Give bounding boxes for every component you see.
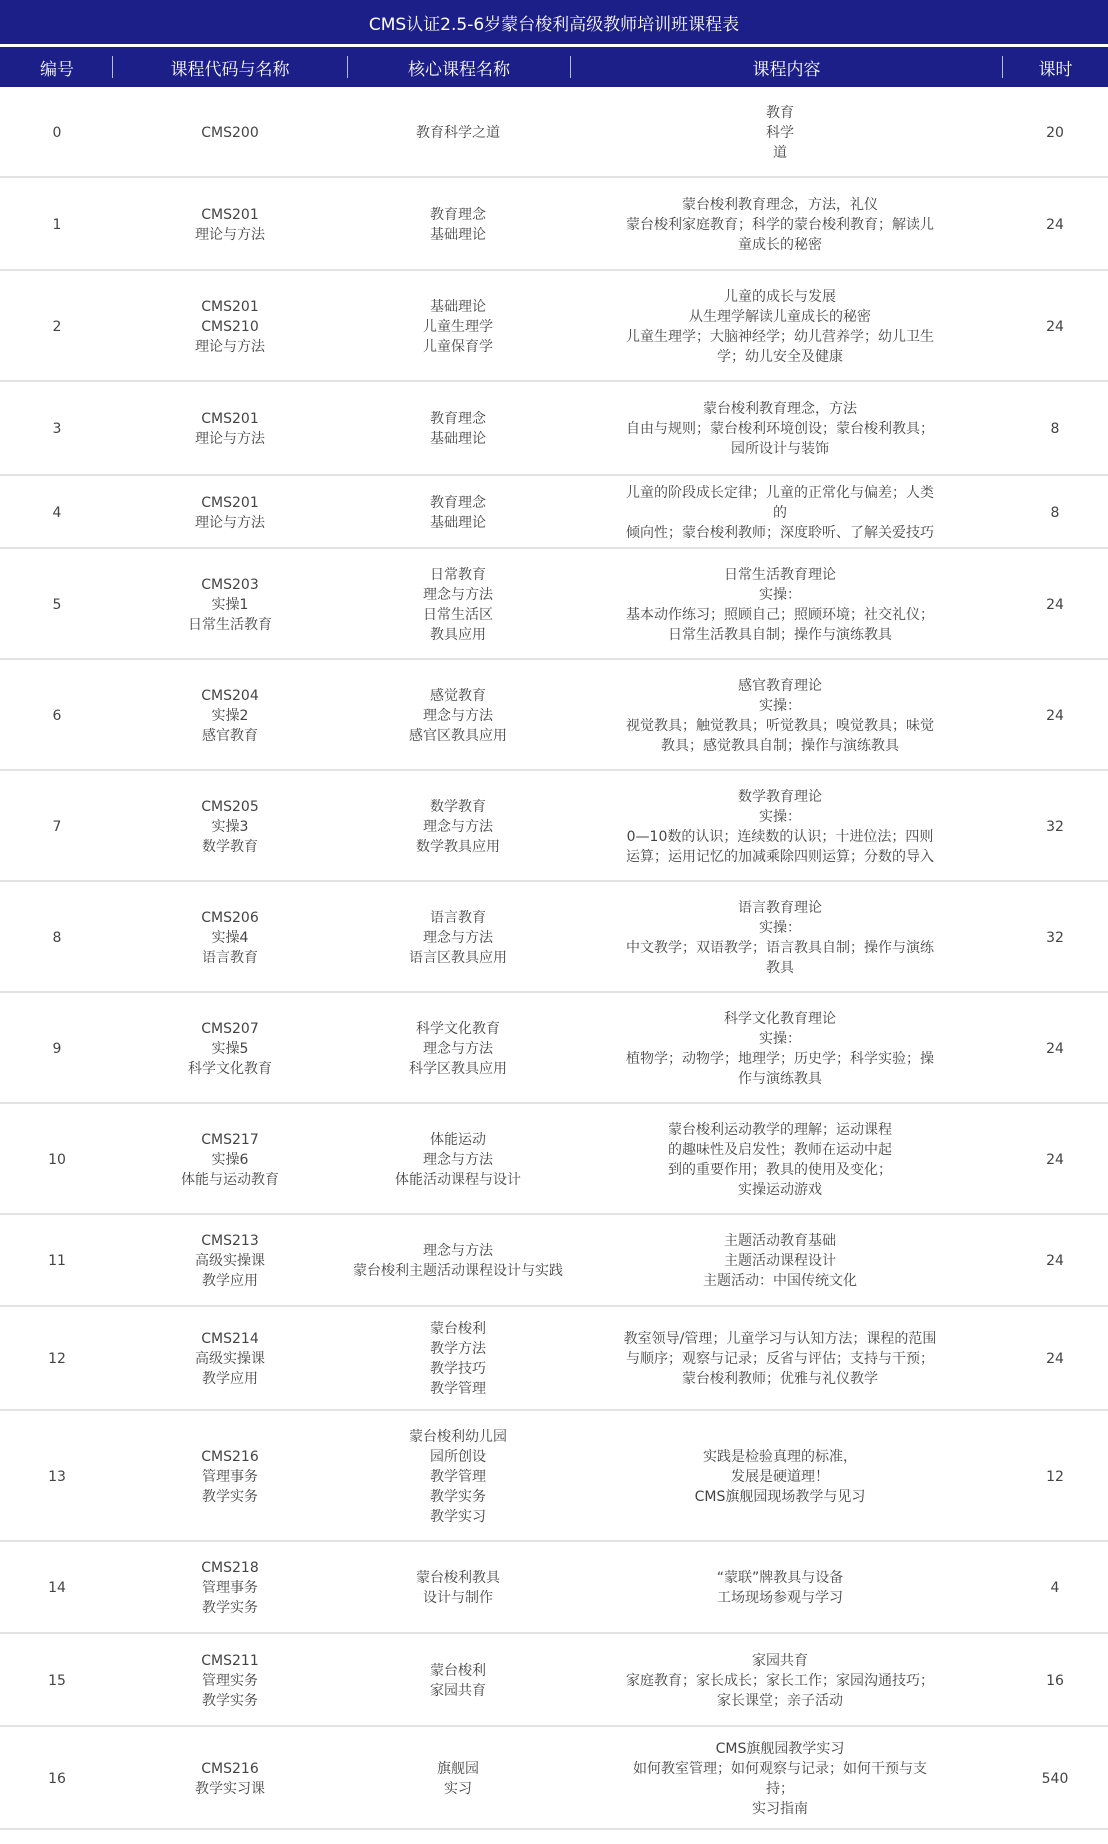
cell-code: CMS206 实操4 语言教育	[201, 909, 259, 966]
cell-hours: 8	[1050, 504, 1060, 521]
cell-content: 教室领导/管理；儿童学习与认知方法；课程的范围 与顺序；观察与记录；反省与评估；支持与干预； 蒙台梭利教师；优雅与礼仪教学	[623, 1331, 937, 1387]
cell-hours: 24	[1046, 707, 1064, 724]
cell-no: 10	[48, 1151, 66, 1168]
cell-no: 13	[48, 1468, 66, 1485]
cell-code: CMS211 管理实务 教学实务	[201, 1652, 259, 1709]
cell-content: 蒙台梭利教育理念，方法 自由与规则；蒙台梭利环境创设；蒙台梭利教具； 园所设计与装饰	[626, 401, 934, 457]
cell-core: 教育理念 基础理论	[430, 494, 486, 531]
cell-code: CMS201 理论与方法	[195, 206, 265, 243]
cell-hours: 24	[1046, 596, 1064, 613]
cell-code: CMS200	[201, 124, 259, 141]
cell-core: 感觉教育 理念与方法 感官区教具应用	[409, 687, 507, 744]
table-row	[0, 993, 1108, 1104]
table-row	[0, 1634, 1108, 1727]
cell-hours: 8	[1050, 421, 1060, 437]
table-row	[0, 771, 1108, 882]
header-core: 核心课程名称	[408, 59, 510, 80]
cell-no: 7	[52, 818, 62, 835]
cell-content: 感官教育理论 实操： 视觉教具；触觉教具；听觉教具；嗅觉教具；味觉 教具；感觉教具自制；操作与演练教具	[626, 677, 934, 754]
cell-core: 理念与方法 蒙台梭利主题活动课程设计与实践	[353, 1243, 563, 1279]
cell-code: CMS218 管理事务 教学实务	[201, 1560, 259, 1616]
cell-code: CMS217 实操6 体能与运动教育	[181, 1131, 279, 1188]
cell-code: CMS213 高级实操课 教学应用	[195, 1233, 265, 1289]
cell-core: 蒙台梭利幼儿园 园所创设 教学管理 教学实务 教学实习	[409, 1428, 507, 1525]
table-row	[0, 178, 1108, 271]
cell-hours: 24	[1046, 1253, 1064, 1269]
cell-content: 家园共育 家庭教育；家长成长；家长工作；家园沟通技巧； 家长课堂；亲子活动	[626, 1652, 934, 1709]
cell-core: 基础理论 儿童生理学 儿童保育学	[423, 298, 493, 355]
cell-code: CMS205 实操3 数学教育	[201, 798, 259, 855]
cell-hours: 24	[1046, 216, 1064, 233]
cell-code: CMS216 教学实习课	[195, 1760, 265, 1797]
cell-content: 儿童的成长与发展 从生理学解读儿童成长的秘密 儿童生理学；大脑神经学；幼儿营养学；幼儿卫生 学；幼儿安全及健康	[626, 288, 934, 365]
page-title	[0, 0, 1108, 44]
cell-hours: 24	[1046, 1040, 1064, 1057]
cell-hours: 540	[1041, 1770, 1069, 1787]
cell-core: 科学文化教育 理念与方法 科学区教具应用	[409, 1020, 507, 1077]
cell-no: 16	[48, 1770, 66, 1787]
cell-code: CMS216 管理事务 教学实务	[201, 1448, 259, 1505]
cell-core: 数学教育 理念与方法 数学教具应用	[416, 798, 500, 855]
cell-no: 14	[48, 1580, 66, 1596]
cell-code: CMS204 实操2 感官教育	[201, 687, 259, 744]
cell-core: 教育理念 基础理论	[430, 411, 486, 447]
cell-content: 主题活动教育基础 主题活动课程设计 主题活动：中国传统文化	[703, 1233, 857, 1289]
cell-core: 蒙台梭利 家园共育	[430, 1662, 486, 1699]
cell-core: 教育理念 基础理论	[430, 206, 486, 243]
cell-no: 3	[52, 421, 62, 437]
table-row	[0, 382, 1108, 476]
cell-core: 日常教育 理念与方法 日常生活区 教具应用	[423, 566, 493, 643]
header-hours: 课时	[1038, 59, 1073, 80]
cell-code: CMS207 实操5 科学文化教育	[188, 1020, 272, 1077]
cell-core: 蒙台梭利 教学方法 教学技巧 教学管理	[430, 1321, 486, 1397]
cell-no: 11	[48, 1253, 66, 1269]
table-row	[0, 1307, 1108, 1411]
cell-hours: 20	[1046, 124, 1064, 141]
cell-hours: 12	[1046, 1468, 1064, 1485]
table-row	[0, 1727, 1108, 1830]
table-row	[0, 476, 1108, 549]
cell-content: 儿童的阶段成长定律；儿童的正常化与偏差；人类的 倾向性；蒙台梭利教师；深度聆听、了解关爱技巧	[626, 484, 934, 541]
cell-no: 8	[52, 929, 62, 946]
cell-core: 教育科学之道	[416, 124, 500, 141]
cell-code: CMS201 CMS210 理论与方法	[195, 298, 265, 355]
cell-no: 1	[52, 216, 62, 233]
table-row	[0, 1542, 1108, 1634]
cell-hours: 24	[1046, 318, 1064, 335]
table-row	[0, 882, 1108, 993]
header-code: 课程代码与名称	[170, 59, 290, 80]
table-header	[0, 47, 1108, 87]
cell-content: 蒙台梭利运动教学的理解；运动课程 的趣味性及启发性；教师在运动中起 到的重要作用；教具的使用及变化； 实操运动游戏	[668, 1121, 892, 1198]
cell-core: 旗舰园 实习	[437, 1760, 479, 1797]
table-row	[0, 271, 1108, 382]
table-row	[0, 1215, 1108, 1307]
cell-hours: 24	[1046, 1151, 1064, 1168]
cell-core: 语言教育 理念与方法 语言区教具应用	[409, 909, 507, 966]
table-row	[0, 87, 1108, 178]
cell-content: 实践是检验真理的标准， 发展是硬道理！ CMS旗舰园现场教学与见习	[694, 1448, 866, 1505]
cell-content: “蒙联”牌教具与设备 工场现场参观与学习	[716, 1570, 844, 1606]
cell-content: CMS旗舰园教学实习 如何教室管理；如何观察与记录；如何干预与支持； 实习指南	[633, 1740, 927, 1817]
page-title-text: CMS认证2.5-6岁蒙台梭利高级教师培训班课程表	[368, 14, 740, 35]
cell-core: 蒙台梭利教具 设计与制作	[416, 1570, 500, 1606]
cell-no: 12	[48, 1351, 66, 1367]
cell-content: 科学文化教育理论 实操： 植物学；动物学；地理学；历史学；科学实验；操 作与演练教具	[626, 1010, 934, 1087]
header-separator	[112, 56, 113, 78]
cell-hours: 24	[1046, 1351, 1064, 1367]
cell-hours: 32	[1046, 929, 1064, 946]
cell-code: CMS214 高级实操课 教学应用	[195, 1331, 265, 1387]
cell-content: 数学教育理论 实操： 0—10数的认识；连续数的认识；十进位法；四则 运算；运用记忆的加减乘除四则运算；分数的导入	[626, 788, 934, 865]
cell-hours: 32	[1046, 818, 1064, 835]
cell-no: 2	[52, 318, 62, 335]
cell-content: 教育 科学 道	[766, 104, 794, 161]
cell-no: 0	[52, 124, 62, 141]
cell-no: 4	[52, 504, 62, 521]
row-divider	[0, 1828, 1108, 1830]
table-row	[0, 549, 1108, 660]
cell-no: 6	[52, 707, 62, 724]
cell-content: 语言教育理论 实操： 中文教学；双语教学；语言教具自制；操作与演练 教具	[626, 899, 934, 976]
cell-no: 9	[52, 1040, 62, 1057]
cell-hours: 4	[1050, 1580, 1060, 1596]
cell-content: 日常生活教育理论 实操： 基本动作练习；照顾自己；照顾环境；社交礼仪； 日常生活教具自制；操作与演练教具	[626, 566, 934, 643]
cell-code: CMS201 理论与方法	[195, 411, 265, 447]
cell-core: 体能运动 理念与方法 体能活动课程与设计	[395, 1131, 521, 1188]
cell-no: 15	[48, 1672, 66, 1689]
header-content: 课程内容	[752, 59, 821, 80]
cell-content: 蒙台梭利教育理念，方法，礼仪 蒙台梭利家庭教育；科学的蒙台梭利教育；解读儿 童成长的秘密	[626, 196, 934, 253]
table-row	[0, 1104, 1108, 1215]
cell-code: CMS201 理论与方法	[195, 494, 265, 531]
table-row	[0, 1411, 1108, 1542]
cell-no: 5	[52, 596, 62, 613]
table-row	[0, 660, 1108, 771]
header-no: 编号	[40, 59, 74, 80]
cell-hours: 16	[1046, 1672, 1064, 1689]
cell-code: CMS203 实操1 日常生活教育	[188, 576, 272, 633]
